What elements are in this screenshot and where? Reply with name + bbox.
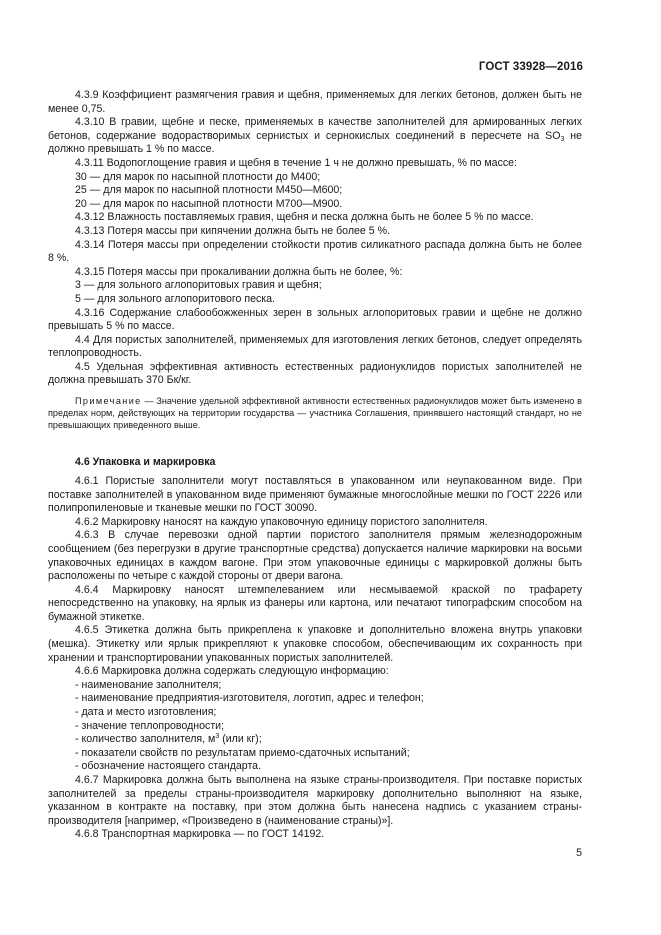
note: [48, 395, 582, 431]
list-item: 5 — для зольного аглопоритового песка.: [75, 292, 275, 305]
list-item: - дата и место изготовления;: [75, 706, 217, 719]
section-heading-4-6: 4.6 Упаковка и маркировка: [75, 456, 216, 469]
list-item: [48, 733, 582, 747]
list-item-text: - количество заполнителя, м: [75, 733, 216, 746]
clause-4-6-1: 4.6.1 Пористые заполнители могут поставляться в упакованном или неупакованном виде. При поставке заполнителей в упакованном виде применяют бумажные многослойные мешки по ГОСТ 2226 или полипропиленовые и тканевые мешки по ГОСТ 30090.: [48, 474, 582, 515]
clause-4-6-4: 4.6.4 Маркировку наносят штемпелеванием или несмываемой краской по трафарету непосредственно на упаковку, на ярлык из фанеры или картона, или печатают типографским способом на бумажной этикетке.: [48, 583, 582, 623]
clause-4-6-5: 4.6.5 Этикетка должна быть прикреплена к упаковке и дополнительно вложена внутрь упаковки (мешка). Этикетку или ярлык прикрепляют к упаковке способом, обеспечивающим их сохранность при хранении и транспортировании упакованных пористых заполнителей.: [48, 624, 582, 664]
clause-4-3-10-tail: не должно превышать 1 % по массе.: [48, 129, 582, 156]
note-label: Примечание: [75, 396, 142, 407]
list-item: - наименование предприятия-изготовителя, логотип, адрес и телефон;: [75, 692, 424, 705]
list-item: - наименование заполнителя;: [75, 678, 222, 691]
clause-4-3-9: 4.3.9 Коэффициент размягчения гравия и щебня, применяемых для легких бетонов, должен быть не менее 0,75.: [48, 89, 582, 115]
subscript-3: 3: [560, 135, 565, 143]
clause-4-3-11: 4.3.11 Водопоглощение гравия и щебня в течение 1 ч не должно превышать, % по массе:: [75, 156, 518, 169]
list-item: - значение теплопроводности;: [75, 719, 225, 732]
clause-4-3-13: 4.3.13 Потеря массы при кипячении должна быть не более 5 %.: [75, 224, 390, 237]
list-item: 25 — для марок по насыпной плотности М450—М600;: [75, 184, 343, 197]
list-item-tail: (или кг);: [219, 733, 262, 746]
standard-designation: ГОСТ 33928—2016: [478, 61, 583, 73]
clause-4-3-10-text: 4.3.10 В гравии, щебне и песке, применяемых в качестве заполнителей для армированных легких бетонов, содержание водорастворимых сернистых и сернокислых соединений в пересчете на SO: [48, 116, 582, 142]
list-item: 30 — для марок по насыпной плотности до М400;: [75, 170, 321, 183]
clause-4-3-12: 4.3.12 Влажность поставляемых гравия, щебня и песка должна быть не более 5 % по массе.: [75, 211, 534, 224]
clause-4-3-16: 4.3.16 Содержание слабообожженных зерен в зольных аглопоритовых гравии и щебне не должно превышать 5 % по массе.: [48, 306, 582, 333]
clause-4-6-3: 4.6.3 В случае перевозки одной партии пористого заполнителя прямым железнодорожным сообщением (без перегрузки в другие транспортные средства) допускается наличие маркировки на восьми упаковочных единицах в каждом вагоне. При этом упаковочные единицы с маркировкой должны быть расположены по четыре с каждой стороны от двери вагона.: [48, 529, 582, 583]
clause-4-4: 4.4 Для пористых заполнителей, применяемых для изготовления легких бетонов, следует определять теплопроводность.: [48, 333, 582, 360]
clause-4-3-10: [48, 116, 582, 157]
clause-4-6-7: 4.6.7 Маркировка должна быть выполнена на языке страны-производителя. При поставке пористых заполнителей за пределы страны-производителя маркировку дополнительно выполняют на языке, указанном в контракте на поставку, при этом должна быть нанесена надпись с указанием страны-производителя [например, «Произведено в (наименование страны)»].: [48, 774, 582, 827]
note-text: — Значение удельной эффективной активности естественных радионуклидов может быть изменено в пределах норм, действующих на территории государства — участника Соглашения, принявшего настоящий стандарт, но не превышающих приведенного выше.: [48, 396, 582, 431]
clause-4-6-8: 4.6.8 Транспортная маркировка — по ГОСТ 14192.: [75, 828, 325, 841]
clause-4-3-14: 4.3.14 Потеря массы при определении стойкости против силикатного распада должна быть не более 8 %.: [48, 238, 582, 265]
list-item: - показатели свойств по результатам приемо-сдаточных испытаний;: [75, 746, 410, 759]
clause-4-3-15: 4.3.15 Потеря массы при прокаливании должна быть не более, %:: [75, 265, 403, 278]
list-item: 20 — для марок по насыпной плотности М700—М900.: [75, 197, 343, 210]
superscript-3: 3: [215, 733, 220, 741]
clause-4-6-6: 4.6.6 Маркировка должна содержать следующую информацию:: [75, 665, 389, 678]
page-body: [48, 89, 582, 842]
clause-4-5: 4.5 Удельная эффективная активность естественных радионуклидов пористых заполнителей не должна превышать 370 Бк/кг.: [48, 360, 582, 387]
list-item: - обозначение настоящего стандарта.: [75, 760, 262, 773]
list-item: 3 — для зольного аглопоритовых гравия и щебня;: [75, 279, 322, 292]
page-number: 5: [576, 847, 582, 859]
clause-4-6-2: 4.6.2 Маркировку наносят на каждую упаковочную единицу пористого заполнителя.: [75, 515, 488, 528]
